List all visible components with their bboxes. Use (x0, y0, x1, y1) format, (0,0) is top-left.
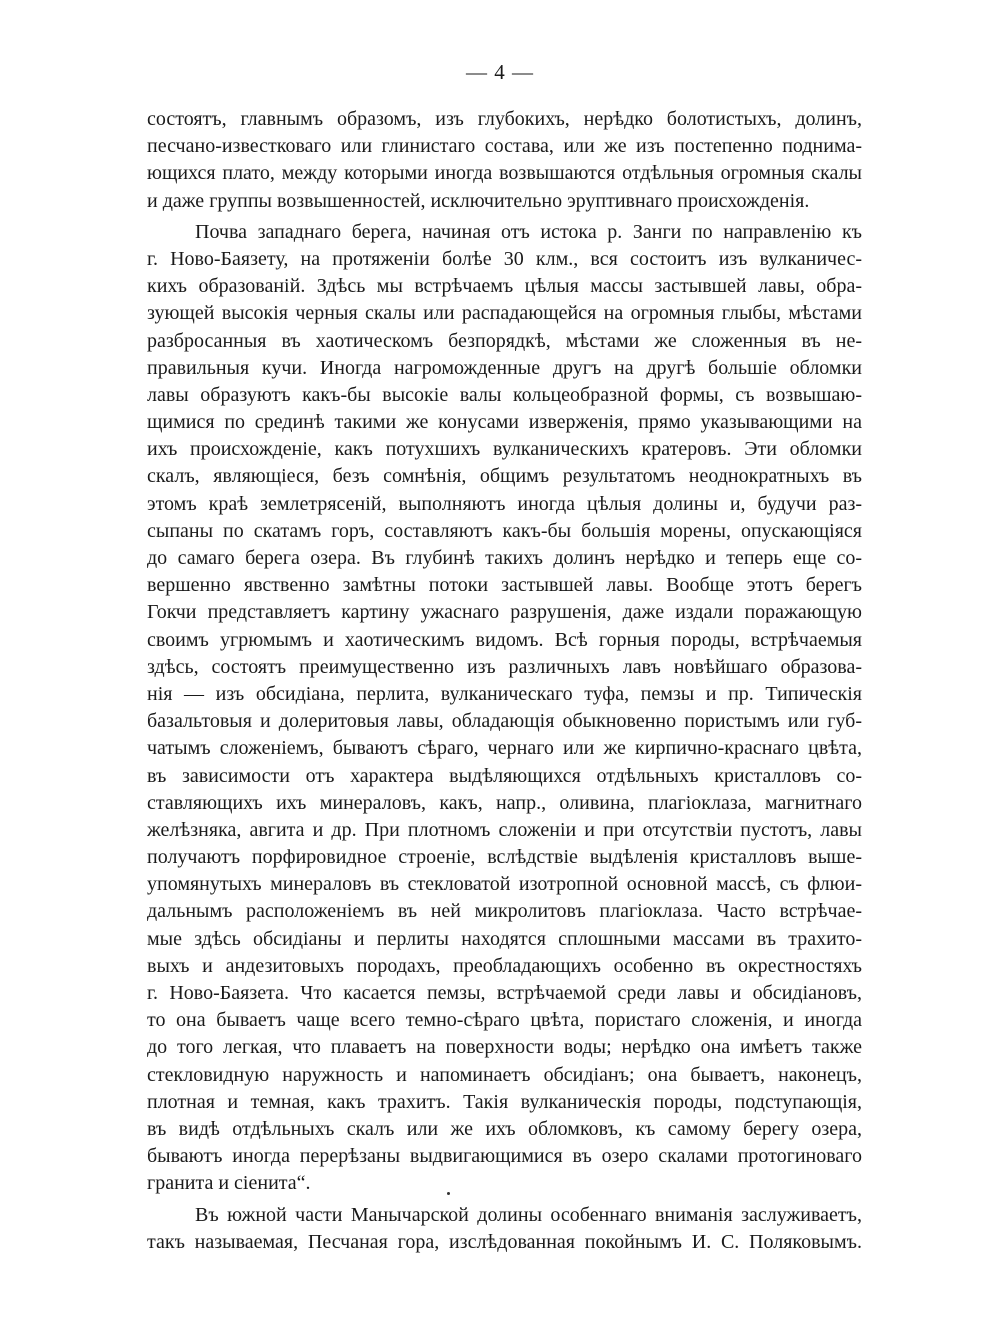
text-line: гранита и сіенита“. (147, 1172, 311, 1195)
text-line: и даже группы возвышенностей, исключительно эруптивнаго происхожденія. (147, 189, 810, 212)
body-text (147, 106, 862, 1256)
text-line: нія — изъ обсидіана, перлита, вулканическаго туфа, пемзы и пр. Типическія (147, 682, 862, 705)
text-line: скалъ, являющіеся, безъ сомнѣнія, общимъ результатомъ неоднократныхъ въ (147, 465, 862, 488)
text-line: этомъ краѣ землетрясеній, выполняютъ иногда цѣлыя долины и, будучи раз- (147, 492, 862, 515)
text-line: получаютъ порфировидное строеніе, вслѣдствіе выдѣленія кристалловъ выше- (147, 846, 862, 869)
text-line: то она бываетъ чаще всего темно-сѣраго цвѣта, пористаго сложенія, и иногда (147, 1009, 862, 1032)
text-line: до того легкая, что плаваетъ на поверхности воды; нерѣдко она имѣетъ также (147, 1036, 862, 1059)
text-line: ющихся плато, между которыми иногда возвышаются отдѣльныя огромныя скалы (147, 162, 862, 185)
text-line: своимъ угрюмымъ и хаотическимъ видомъ. Всѣ горныя породы, встрѣчаемыя (147, 628, 862, 651)
text-line: щимися по срединѣ такими же конусами изверженія, прямо указывающими на (147, 411, 862, 434)
text-line: лавы образуютъ какъ-бы высокіе валы кольцеобразной формы, съ возвышаю- (147, 383, 862, 406)
text-line: дальнымъ расположеніемъ въ ней микролитовъ плагіоклаза. Часто встрѣчае- (147, 900, 862, 923)
page-number: — 4 — (466, 60, 534, 84)
text-line: въ зависимости отъ характера выдѣляющихся отдѣльныхъ кристалловъ со- (147, 764, 862, 787)
paragraph-3 (147, 1202, 862, 1256)
text-line: бываютъ иногда перерѣзаны выдвигающимися въ озеро скалами протогиноваго (147, 1145, 862, 1168)
text-line: базальтовыя и долеритовыя лавы, обладающія обыкновенно пористымъ или губ- (147, 710, 862, 733)
text-line: выхъ и андезитовыхъ породахъ, преобладающихъ особенно въ окрестностяхъ (147, 954, 862, 977)
text-line: г. Ново-Баязета. Что касается пемзы, встрѣчаемой среди лавы и обсидіановъ, (147, 982, 862, 1004)
paragraph-2 (147, 219, 862, 1198)
text-line: такъ называемая, Песчаная гора, изслѣдованная покойнымъ И. С. Поляковымъ. (147, 1230, 862, 1253)
text-line: разбросанныя въ хаотическомъ безпорядкѣ, мѣстами же сложенныя въ не- (147, 329, 862, 352)
text-line: Въ южной части Манычарской долины особеннаго вниманія заслуживаетъ, (195, 1203, 862, 1226)
text-line: г. Ново-Баязету, на протяженіи болѣе 30 клм., вся состоитъ изъ вулканичес- (147, 247, 862, 270)
text-line: стекловидную наружность и напоминаетъ обсидіанъ; она бываетъ, наконецъ, (147, 1063, 862, 1086)
text-line: ставляющихъ ихъ минераловъ, какъ, напр., оливина, плагіоклаза, магнитнаго (147, 791, 862, 814)
text-line: до самаго берега озера. Въ глубинѣ такихъ долинъ нерѣдко и теперь еще со- (147, 547, 862, 569)
text-line: ихъ происхожденіе, какъ потухшихъ вулканическихъ кратеровъ. Эти обломки (147, 438, 862, 461)
text-line: здѣсь, состоятъ преимущественно изъ различныхъ лавъ новѣйшаго образова- (147, 655, 862, 678)
text-line: Почва западнаго берега, начиная отъ истока р. Занги по направленію къ (195, 220, 862, 243)
text-line: желѣзняка, авгита и др. При плотномъ сложеніи и при отсутствіи пустотъ, лавы (147, 818, 862, 841)
print-speck (447, 1192, 450, 1195)
text-line: песчано-известковаго или глинистаго состава, или же изъ постепенно поднима- (147, 135, 862, 158)
text-line: состоятъ, главнымъ образомъ, изъ глубокихъ, нерѣдко болотистыхъ, долинъ, (147, 108, 862, 130)
text-line: чатымъ сложеніемъ, бываютъ сѣраго, чернаго или же кирпично-краснаго цвѣта, (147, 737, 862, 760)
text-line: кихъ образованій. Здѣсь мы встрѣчаемъ цѣлыя массы застывшей лавы, обра- (147, 275, 862, 298)
text-line: зующей высокія черныя скалы или распадающейся на огромныя глыбы, мѣстами (147, 302, 862, 325)
text-line: правильныя кучи. Иногда нагроможденные другъ на другѣ большіе обломки (147, 356, 862, 379)
text-line: упомянутыхъ минераловъ въ стекловатой изотропной основной массѣ, съ флюи- (147, 873, 862, 896)
text-line: плотная и темная, какъ трахитъ. Такія вулканическія породы, подступающія, (147, 1090, 862, 1113)
text-line: въ видѣ отдѣльныхъ скалъ или же ихъ обломковъ, къ самому берегу озера, (147, 1117, 862, 1140)
text-line: Гокчи представляетъ картину ужаснаго разрушенія, даже издали поражающую (147, 601, 862, 624)
text-line: сыпаны по скатамъ горъ, составляютъ какъ-бы большія морены, опускающіяся (147, 519, 862, 542)
text-line: вершенно явственно замѣтны потоки застывшей лавы. Вообще этотъ берегъ (147, 574, 862, 597)
paragraph-1 (147, 106, 862, 215)
text-line: мые здѣсь обсидіаны и перлиты находятся сплошными массами въ трахито- (147, 927, 862, 950)
